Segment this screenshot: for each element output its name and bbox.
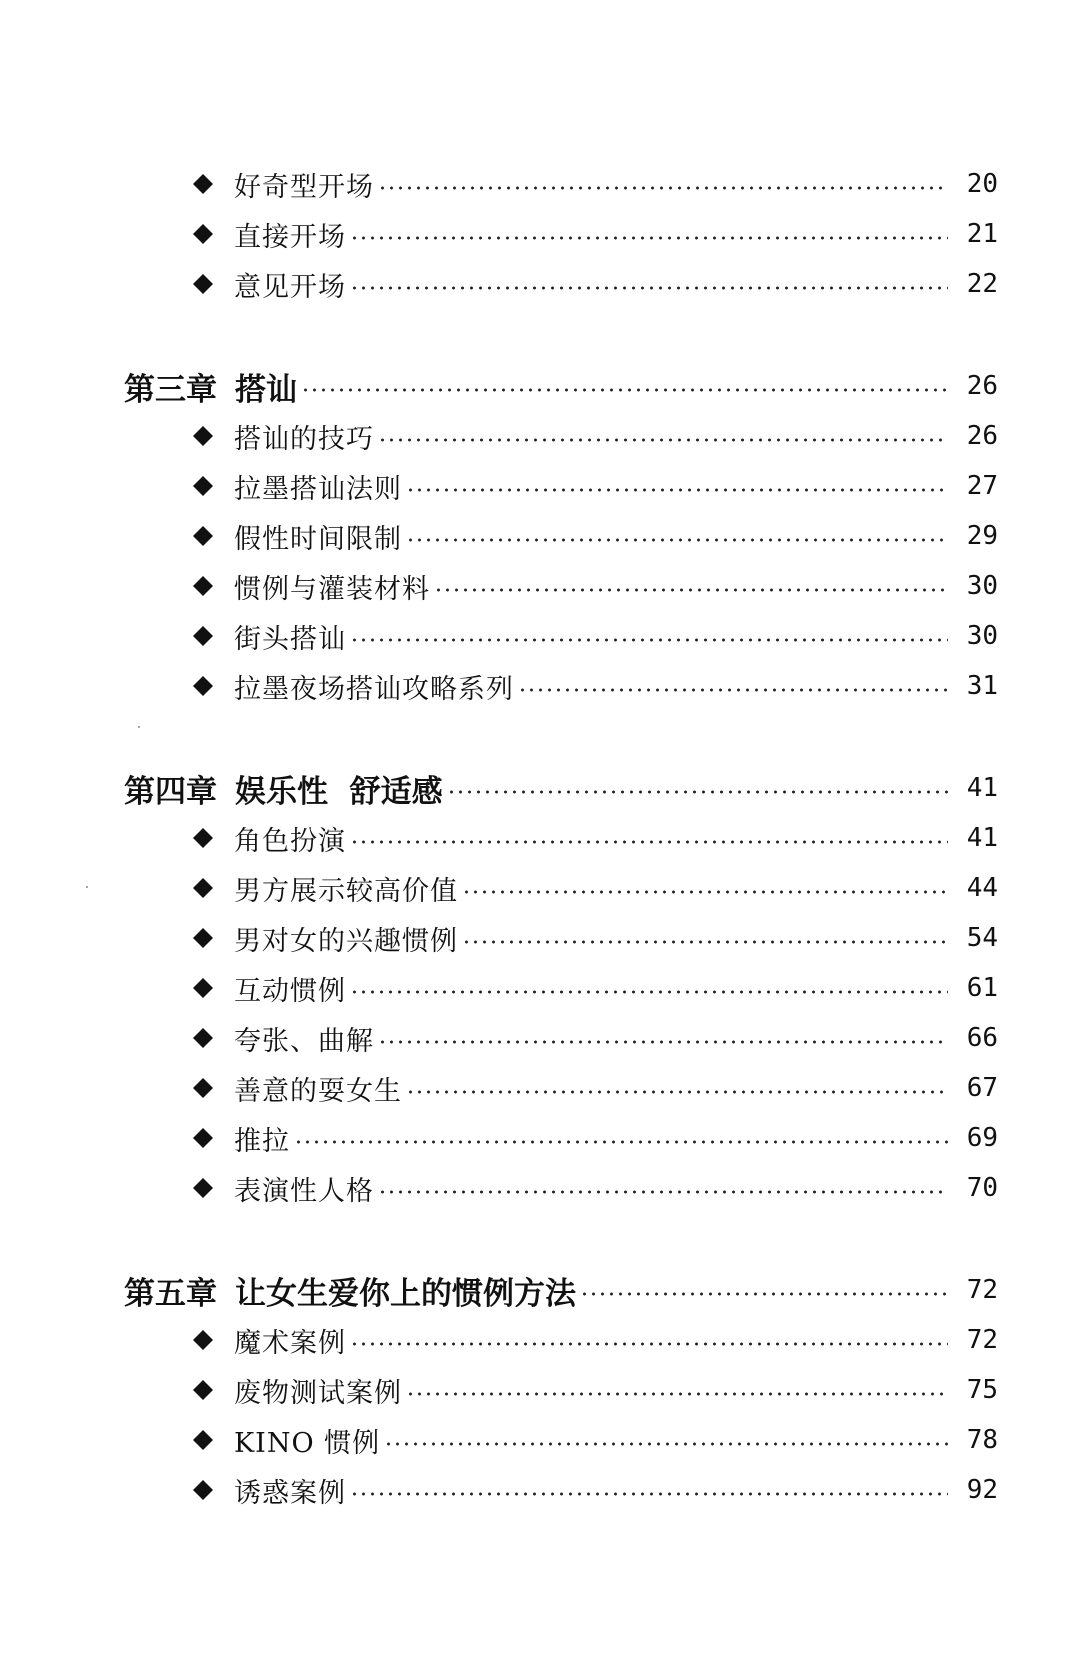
toc-entry-page: 41: [966, 823, 998, 853]
diamond-bullet-icon: [192, 525, 214, 547]
toc-entry-title: 搭讪的技巧: [234, 423, 374, 455]
toc-entry-title: 惯例与灌装材料: [234, 573, 430, 605]
toc-entry-page: 21: [966, 219, 998, 249]
toc-entry-title: 表演性人格: [234, 1175, 374, 1207]
toc-entry[interactable]: [192, 1420, 998, 1460]
toc-entry-title: 魔术案例: [234, 1327, 346, 1359]
diamond-bullet-icon: [192, 173, 214, 195]
toc-entry[interactable]: [192, 1168, 998, 1208]
dot-leader: [580, 1291, 948, 1297]
toc-entry-title: 好奇型开场: [234, 171, 374, 203]
diamond-bullet-icon: [192, 475, 214, 497]
toc-entry[interactable]: [192, 164, 998, 204]
chapter-number: 第五章: [124, 1275, 217, 1312]
toc-entry-page: 70: [966, 1173, 998, 1203]
toc-entry-page: 92: [966, 1475, 998, 1505]
diamond-bullet-icon: [192, 1127, 214, 1149]
toc-entry-title: 意见开场: [234, 271, 346, 303]
toc-entry-title: 诱惑案例: [234, 1477, 346, 1509]
toc-entry-page: 27: [966, 471, 998, 501]
toc-entry-page: 31: [966, 671, 998, 701]
toc-entry[interactable]: [192, 214, 998, 254]
diamond-bullet-icon: [192, 1479, 214, 1501]
diamond-bullet-icon: [192, 625, 214, 647]
toc-entry-title: 互动惯例: [234, 975, 346, 1007]
scan-speck: [86, 886, 88, 888]
toc-entry[interactable]: [192, 566, 998, 606]
toc-entry-page: 29: [966, 521, 998, 551]
toc-entry-title: KINO 惯例: [234, 1427, 381, 1459]
chapter-title: 娱乐性 舒适感: [235, 773, 443, 810]
toc-entry[interactable]: [192, 666, 998, 706]
toc-entry-page: 22: [966, 269, 998, 299]
diamond-bullet-icon: [192, 223, 214, 245]
dot-leader: [350, 1341, 948, 1347]
toc-entry-title: 拉墨夜场搭讪攻略系列: [234, 673, 514, 705]
dot-leader: [294, 1139, 948, 1145]
dot-leader: [378, 185, 948, 191]
diamond-bullet-icon: [192, 1077, 214, 1099]
diamond-bullet-icon: [192, 977, 214, 999]
toc-entry-title: 夸张、曲解: [234, 1025, 374, 1057]
toc-entry-title: 角色扮演: [234, 825, 346, 857]
toc-entry-title: 拉墨搭讪法则: [234, 473, 402, 505]
toc-entry-page: 61: [966, 973, 998, 1003]
chapter-title: 让女生爱你上的惯例方法: [235, 1275, 576, 1312]
toc-entry[interactable]: [192, 1118, 998, 1158]
toc-entry[interactable]: [192, 968, 998, 1008]
diamond-bullet-icon: [192, 575, 214, 597]
chapter-page: 41: [966, 773, 998, 803]
dot-leader: [406, 1089, 948, 1095]
toc-entry-page: 54: [966, 923, 998, 953]
dot-leader: [378, 1189, 948, 1195]
toc-entry[interactable]: [192, 264, 998, 304]
toc-entry-title: 推拉: [234, 1125, 290, 1157]
toc-entry-page: 66: [966, 1023, 998, 1053]
toc-entry-page: 44: [966, 873, 998, 903]
toc-entry-page: 75: [966, 1375, 998, 1405]
toc-entry[interactable]: [192, 1370, 998, 1410]
toc-entry[interactable]: [192, 1320, 998, 1360]
toc-entry[interactable]: [192, 616, 998, 656]
toc-entry-page: 30: [966, 621, 998, 651]
chapter-page: 72: [966, 1275, 998, 1305]
diamond-bullet-icon: [192, 927, 214, 949]
toc-entry[interactable]: [192, 1068, 998, 1108]
dot-leader: [434, 587, 948, 593]
toc-entry[interactable]: [192, 416, 998, 456]
dot-leader: [350, 637, 948, 643]
toc-entry[interactable]: [192, 918, 998, 958]
toc-entry-title: 街头搭讪: [234, 623, 346, 655]
toc-entry[interactable]: [192, 868, 998, 908]
chapter-number: 第四章: [124, 773, 217, 810]
chapter-number: 第三章: [124, 371, 217, 408]
diamond-bullet-icon: [192, 675, 214, 697]
dot-leader: [462, 889, 948, 895]
toc-entry-title: 男对女的兴趣惯例: [234, 925, 458, 957]
dot-leader: [518, 687, 948, 693]
diamond-bullet-icon: [192, 273, 214, 295]
dot-leader: [406, 487, 948, 493]
toc-entry-page: 30: [966, 571, 998, 601]
toc-entry-page: 20: [966, 169, 998, 199]
chapter-title: 搭讪: [235, 371, 297, 408]
dot-leader: [301, 387, 948, 393]
dot-leader: [447, 789, 948, 795]
toc-entry-page: 72: [966, 1325, 998, 1355]
toc-entry-page: 78: [966, 1425, 998, 1455]
toc-entry-title: 假性时间限制: [234, 523, 402, 555]
diamond-bullet-icon: [192, 425, 214, 447]
toc-entry-title: 善意的耍女生: [234, 1075, 402, 1107]
dot-leader: [350, 285, 948, 291]
toc-entry-page: 67: [966, 1073, 998, 1103]
dot-leader: [406, 1391, 948, 1397]
dot-leader: [406, 537, 948, 543]
toc-entry-title: 废物测试案例: [234, 1377, 402, 1409]
diamond-bullet-icon: [192, 1027, 214, 1049]
dot-leader: [350, 839, 948, 845]
toc-entry-page: 26: [966, 421, 998, 451]
dot-leader: [350, 235, 948, 241]
dot-leader: [384, 1441, 948, 1447]
toc-entry[interactable]: [192, 1470, 998, 1510]
toc-chapter-5[interactable]: [124, 1270, 998, 1310]
toc-entry-title: 直接开场: [234, 221, 346, 253]
diamond-bullet-icon: [192, 1329, 214, 1351]
dot-leader: [378, 437, 948, 443]
diamond-bullet-icon: [192, 1429, 214, 1451]
diamond-bullet-icon: [192, 827, 214, 849]
toc-entry[interactable]: [192, 466, 998, 506]
toc-entry-title: 男方展示较高价值: [234, 875, 458, 907]
chapter-page: 26: [966, 371, 998, 401]
toc-entry[interactable]: [192, 818, 998, 858]
diamond-bullet-icon: [192, 1379, 214, 1401]
scan-speck: [138, 726, 140, 728]
dot-leader: [350, 1491, 948, 1497]
dot-leader: [462, 939, 948, 945]
toc-entry[interactable]: [192, 1018, 998, 1058]
toc-chapter-4[interactable]: [124, 768, 998, 808]
toc-entry-page: 69: [966, 1123, 998, 1153]
dot-leader: [350, 989, 948, 995]
diamond-bullet-icon: [192, 877, 214, 899]
toc-chapter-3[interactable]: [124, 366, 998, 406]
dot-leader: [378, 1039, 948, 1045]
diamond-bullet-icon: [192, 1177, 214, 1199]
toc-entry[interactable]: [192, 516, 998, 556]
